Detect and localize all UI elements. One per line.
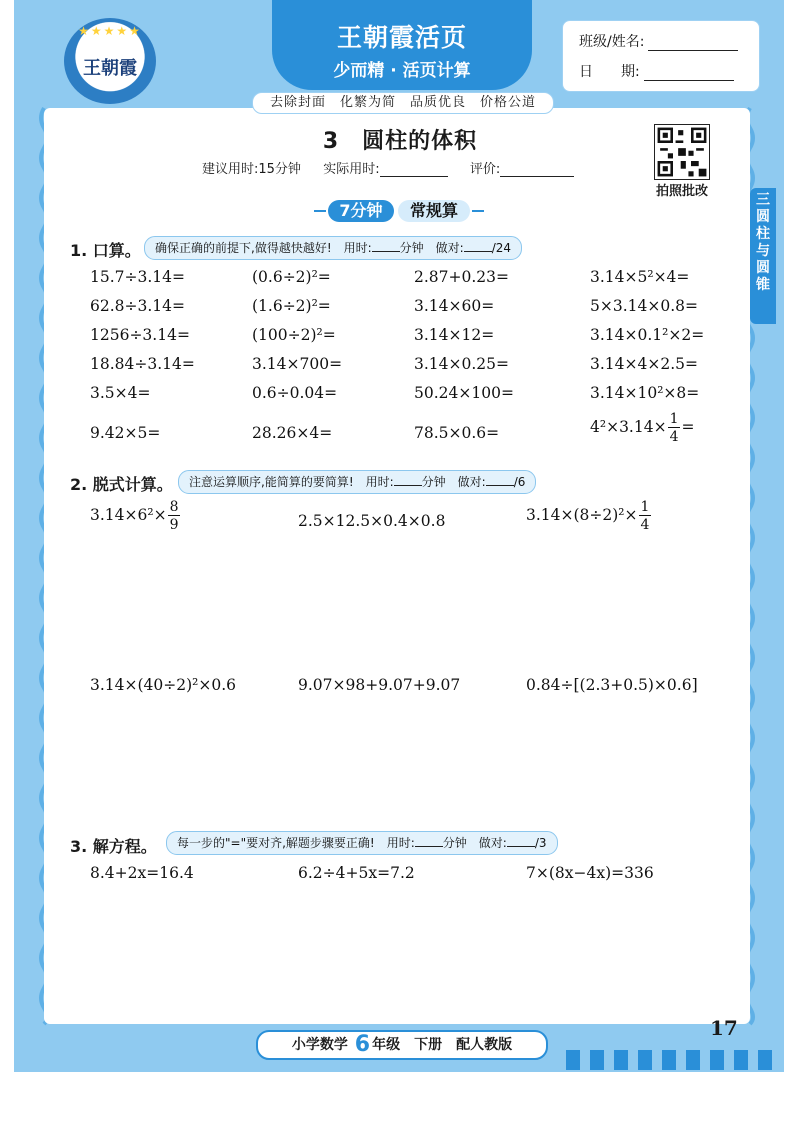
q3-equation: 8.4+2x=16.4 [90, 864, 194, 882]
student-info-box [562, 20, 760, 92]
q3-equation: 6.2÷4+5x=7.2 [298, 864, 415, 882]
q2-correct-blank[interactable] [486, 474, 514, 486]
q1-item: 3.14×0.1²×2= [590, 326, 705, 344]
date-label: 日 期: [579, 64, 640, 80]
decorative-stripes [566, 1046, 776, 1070]
q1-item: (1.6÷2)²= [252, 297, 331, 315]
rating-label: 评价: [469, 162, 501, 177]
section-time-badge: 7分钟 [328, 200, 394, 222]
q2-hint-correct: 分钟 做对: [421, 475, 486, 489]
q1-item: 3.14×12= [414, 326, 495, 344]
q2-hint-text: 注意运算顺序,能简算的要简算! 用时: [189, 475, 394, 489]
date-blank[interactable] [644, 66, 734, 81]
fraction-numerator: 1 [640, 499, 650, 515]
q1-hint-correct: 分钟 做对: [399, 241, 464, 255]
footer-book-info [256, 1030, 548, 1060]
q3-hint [166, 831, 558, 855]
actual-time-blank[interactable] [380, 164, 448, 177]
section-name-badge: 常规算 [398, 200, 470, 222]
q1-item: 3.14×5²×4= [590, 268, 690, 286]
fraction [668, 412, 681, 444]
page-number: 17 [710, 1016, 738, 1040]
pill-line-right [472, 210, 484, 212]
q3-time-blank[interactable] [415, 835, 443, 847]
time-info-row [202, 158, 574, 177]
suggested-time: 建议用时:15分钟 [202, 162, 301, 177]
q1-item: 3.14×700= [252, 355, 343, 373]
q3-hint-correct: 分钟 做对: [442, 836, 507, 850]
q1-item: 3.5×4= [90, 384, 151, 402]
q1-item: 3.14×60= [414, 297, 495, 315]
fraction-denominator: 4 [669, 429, 679, 445]
class-name-blank[interactable] [648, 36, 738, 51]
footer-grade-text: 年级 下册 配人教版 [372, 1037, 513, 1053]
class-name-label: 班级/姓名: [579, 34, 645, 50]
q1-item: 3.14×4×2.5= [590, 355, 698, 373]
q1-item: 78.5×0.6= [414, 424, 500, 442]
frac-suffix: = [681, 418, 695, 436]
q1-time-blank[interactable] [372, 240, 400, 252]
qr-code-icon[interactable] [654, 124, 710, 180]
class-name-field[interactable] [579, 31, 738, 51]
q1-item: (100÷2)²= [252, 326, 336, 344]
q3-equation: 7×(8x−4x)=336 [526, 864, 654, 882]
q1-item: 28.26×4= [252, 424, 333, 442]
q2-problem [526, 500, 652, 532]
fraction-numerator: 8 [169, 499, 179, 515]
q2-heading: 2. 脱式计算。 [70, 475, 173, 494]
logo-text: 王朝霞 [83, 58, 137, 79]
brand-title: 王朝霞活页 [336, 23, 467, 52]
brand-logo [64, 18, 156, 104]
fraction-numerator: 1 [669, 411, 679, 427]
q1-item: 1256÷3.14= [90, 326, 190, 344]
chapter-side-tab: 三 圆柱与圆锥 [750, 188, 776, 324]
section-header [314, 198, 484, 226]
q3-correct-blank[interactable] [507, 835, 535, 847]
q2-problem: 2.5×12.5×0.4×0.8 [298, 512, 446, 530]
brand-subtitle: 少而精 · 活页计算 [333, 61, 471, 81]
footer-subject: 小学数学 [291, 1037, 348, 1053]
date-field[interactable] [579, 61, 734, 81]
frac-prefix: 4²×3.14× [590, 418, 667, 436]
actual-time-label: 实际用时: [323, 162, 380, 177]
fraction-denominator: 4 [640, 517, 650, 533]
star-icons: ★★★★★ [78, 24, 142, 38]
q2-hint-total: /6 [513, 475, 526, 489]
q1-hint-total: /24 [491, 241, 512, 255]
fraction [639, 500, 652, 532]
q2-problem: 0.84÷[(2.3+0.5)×0.6] [526, 676, 698, 694]
pill-line-left [314, 210, 326, 212]
q3-hint-text: 每一步的"="要对齐,解题步骤要正确! 用时: [177, 836, 415, 850]
logo-ribbon [64, 82, 156, 89]
slogan-bar: 去除封面 化繁为简 品质优良 价格公道 [252, 92, 554, 114]
q1-item: 3.14×0.25= [414, 355, 509, 373]
q2-problem: 9.07×98+9.07+9.07 [298, 676, 461, 694]
q1-item: 9.42×5= [90, 424, 161, 442]
q1-item: 3.14×10²×8= [590, 384, 700, 402]
q2-hint [178, 470, 536, 494]
rating-blank[interactable] [500, 164, 574, 177]
q1-item: 5×3.14×0.8= [590, 297, 698, 315]
q1-item: 50.24×100= [414, 384, 514, 402]
expr-prefix: 3.14×(8÷2)²× [526, 506, 638, 524]
q2-problem: 3.14×(40÷2)²×0.6 [90, 676, 237, 694]
q1-item-fraction [590, 412, 694, 444]
lesson-title: 3 圆柱的体积 [322, 129, 478, 154]
fraction [168, 500, 181, 532]
q1-correct-blank[interactable] [464, 240, 492, 252]
q1-heading: 1. 口算。 [70, 241, 141, 260]
q1-item: (0.6÷2)²= [252, 268, 331, 286]
fraction-denominator: 9 [169, 517, 179, 533]
q1-item: 62.8÷3.14= [90, 297, 185, 315]
q1-item: 15.7÷3.14= [90, 268, 185, 286]
q1-item: 2.87+0.23= [414, 268, 509, 286]
q1-item: 18.84÷3.14= [90, 355, 195, 373]
q3-heading: 3. 解方程。 [70, 837, 157, 856]
q1-hint-text: 确保正确的前提下,做得越快越好! 用时: [155, 241, 372, 255]
q2-time-blank[interactable] [394, 474, 422, 486]
q3-hint-total: /3 [534, 836, 547, 850]
brand-banner [272, 0, 532, 90]
q2-problem [90, 500, 181, 532]
q1-hint [144, 236, 522, 260]
q1-item: 0.6÷0.04= [252, 384, 338, 402]
qr-label: 拍照批改 [655, 184, 708, 199]
footer-grade-number: 6 [354, 1032, 371, 1057]
expr-prefix: 3.14×6²× [90, 506, 167, 524]
